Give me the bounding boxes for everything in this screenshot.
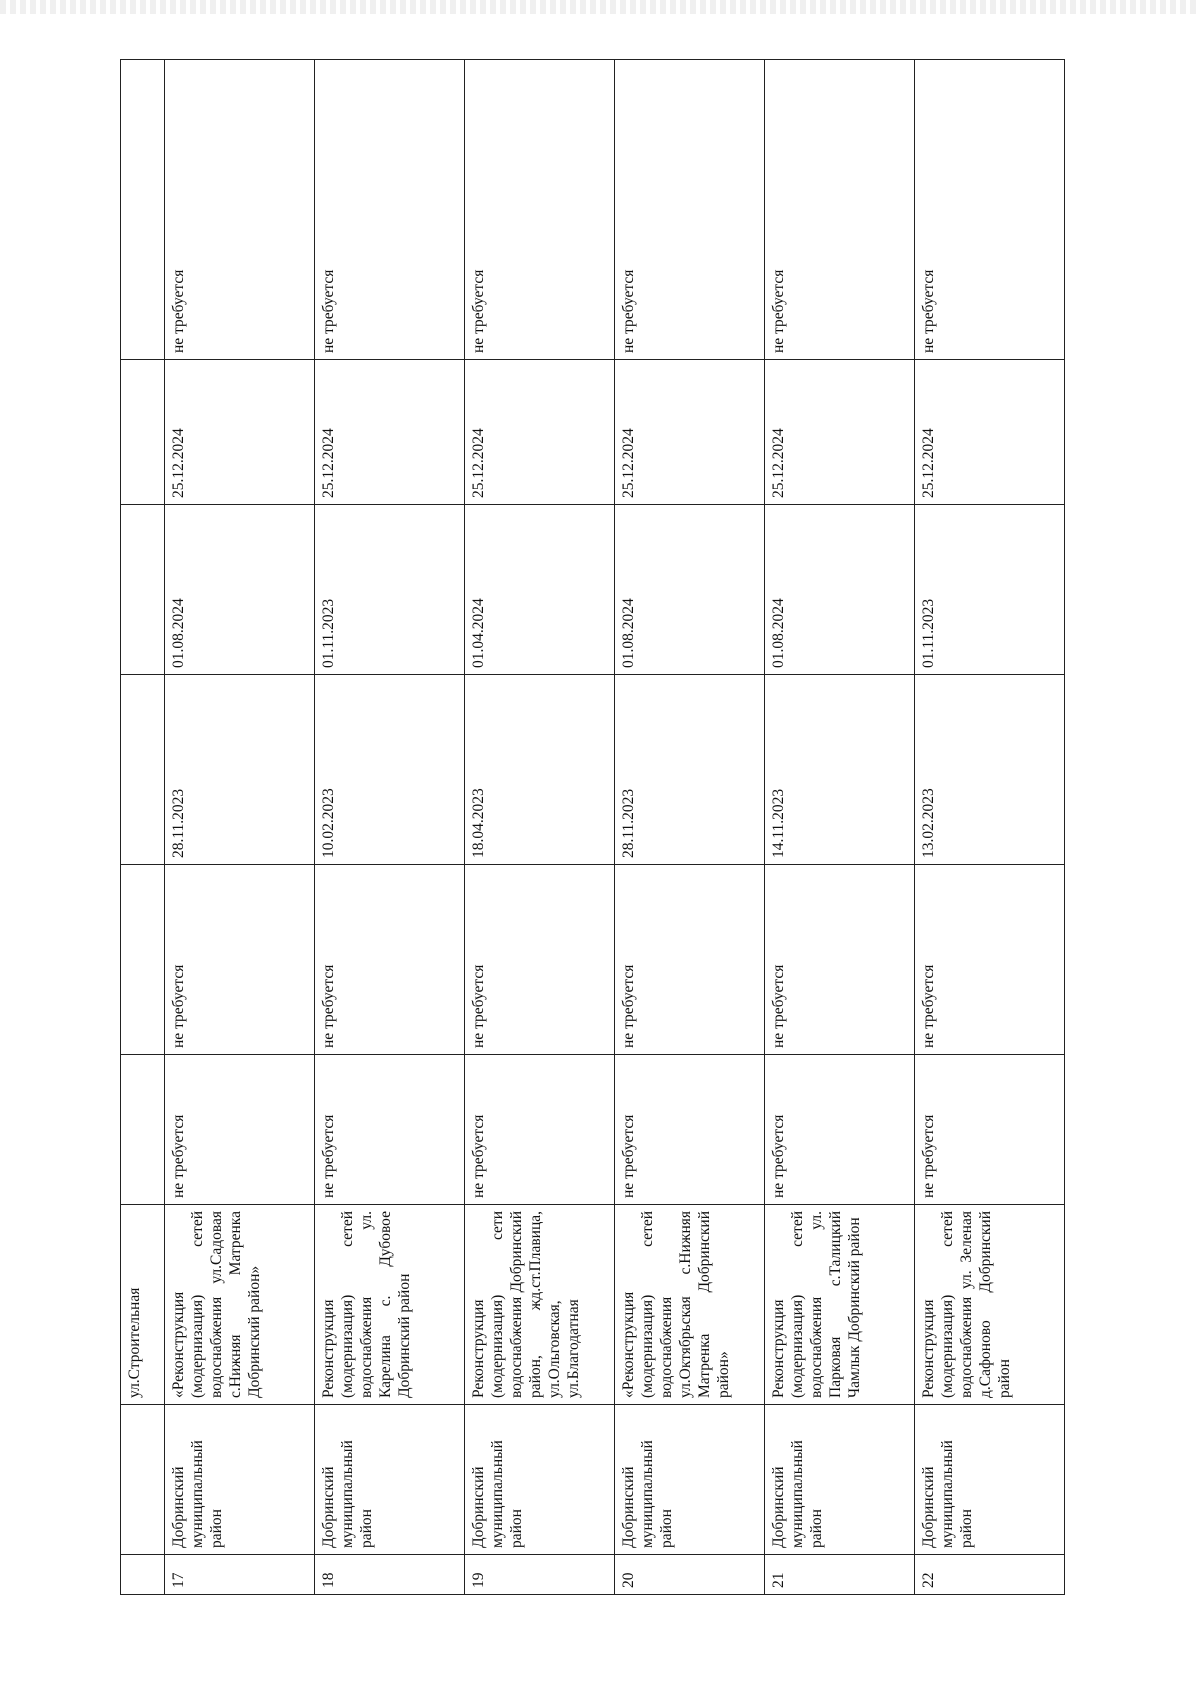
cell-number: 21 — [765, 1555, 915, 1595]
cell-col6: 10.02.2023 — [315, 675, 465, 865]
cell-col6: 13.02.2023 — [915, 675, 1065, 865]
construction-schedule-table — [120, 59, 1065, 1595]
cell-number: 20 — [615, 1555, 765, 1595]
cell-col5 — [121, 865, 165, 1055]
scan-edge — [0, 0, 1200, 14]
cell-col6 — [121, 675, 165, 865]
cell-col4: не требуется — [465, 1055, 615, 1205]
cell-number: 18 — [315, 1555, 465, 1595]
cell-col8: 25.12.2024 — [915, 360, 1065, 505]
cell-col7: 01.08.2024 — [165, 505, 315, 675]
cell-municipality: Добринский муниципальный район — [465, 1405, 615, 1555]
table-row — [915, 60, 1065, 1595]
cell-col8: 25.12.2024 — [615, 360, 765, 505]
cell-col8: 25.12.2024 — [165, 360, 315, 505]
cell-object: ул.Строительная — [121, 1205, 165, 1405]
cell-col4 — [121, 1055, 165, 1205]
cell-col9: не требуется — [615, 60, 765, 360]
cell-number — [121, 1555, 165, 1595]
cell-col6: 28.11.2023 — [615, 675, 765, 865]
cell-object: Реконструкция (модернизация) сетей водоснабжения ул. Парковая с.Талицкий Чамлык Добринский район — [765, 1205, 915, 1405]
cell-col5: не требуется — [915, 865, 1065, 1055]
cell-municipality: Добринский муниципальный район — [165, 1405, 315, 1555]
cell-col7: 01.04.2024 — [465, 505, 615, 675]
cell-col6: 18.04.2023 — [465, 675, 615, 865]
cell-col4: не требуется — [615, 1055, 765, 1205]
cell-col4: не требуется — [165, 1055, 315, 1205]
table-row — [165, 60, 315, 1595]
cell-object: Реконструкция (модернизация) сетей водоснабжения ул. Зеленая д.Сафоново Добринский район — [915, 1205, 1065, 1405]
table-row — [615, 60, 765, 1595]
cell-col9: не требуется — [915, 60, 1065, 360]
cell-col7: 01.11.2023 — [915, 505, 1065, 675]
cell-col9: не требуется — [465, 60, 615, 360]
cell-number: 17 — [165, 1555, 315, 1595]
table-row-continuation — [121, 60, 165, 1595]
cell-object: Реконструкция (модернизация) сетей водоснабжения ул. Карелина с. Дубовое Добринский район — [315, 1205, 465, 1405]
cell-col4: не требуется — [915, 1055, 1065, 1205]
cell-col7: 01.11.2023 — [315, 505, 465, 675]
cell-municipality: Добринский муниципальный район — [765, 1405, 915, 1555]
cell-col7 — [121, 505, 165, 675]
cell-col9: не требуется — [165, 60, 315, 360]
cell-number: 22 — [915, 1555, 1065, 1595]
cell-municipality: Добринский муниципальный район — [915, 1405, 1065, 1555]
cell-col5: не требуется — [465, 865, 615, 1055]
cell-col5: не требуется — [315, 865, 465, 1055]
cell-col7: 01.08.2024 — [765, 505, 915, 675]
cell-municipality: Добринский муниципальный район — [315, 1405, 465, 1555]
rotated-table-wrapper — [120, 60, 1065, 1595]
cell-col8: 25.12.2024 — [465, 360, 615, 505]
table-row — [765, 60, 915, 1595]
cell-col9: не требуется — [315, 60, 465, 360]
cell-col8: 25.12.2024 — [765, 360, 915, 505]
cell-col8: 25.12.2024 — [315, 360, 465, 505]
cell-col5: не требуется — [765, 865, 915, 1055]
cell-number: 19 — [465, 1555, 615, 1595]
cell-object: Реконструкция (модернизация) сети водоснабжения Добринский район, жд.ст.Плавица, ул.Ольговская, ул.Благодатная — [465, 1205, 615, 1405]
cell-col5: не требуется — [165, 865, 315, 1055]
cell-col4: не требуется — [765, 1055, 915, 1205]
cell-col9: не требуется — [765, 60, 915, 360]
cell-col6: 28.11.2023 — [165, 675, 315, 865]
cell-col7: 01.08.2024 — [615, 505, 765, 675]
table-row — [315, 60, 465, 1595]
cell-col4: не требуется — [315, 1055, 465, 1205]
cell-col8 — [121, 360, 165, 505]
cell-col5: не требуется — [615, 865, 765, 1055]
cell-col9 — [121, 60, 165, 360]
cell-object: «Реконструкция (модернизация) сетей водоснабжения ул.Октябрьская с.Нижняя Матренка Добринский район» — [615, 1205, 765, 1405]
cell-municipality — [121, 1405, 165, 1555]
cell-col6: 14.11.2023 — [765, 675, 915, 865]
cell-municipality: Добринский муниципальный район — [615, 1405, 765, 1555]
table-row — [465, 60, 615, 1595]
cell-object: «Реконструкция (модернизация) сетей водоснабжения ул.Садовая с.Нижняя Матренка Добринский район» — [165, 1205, 315, 1405]
